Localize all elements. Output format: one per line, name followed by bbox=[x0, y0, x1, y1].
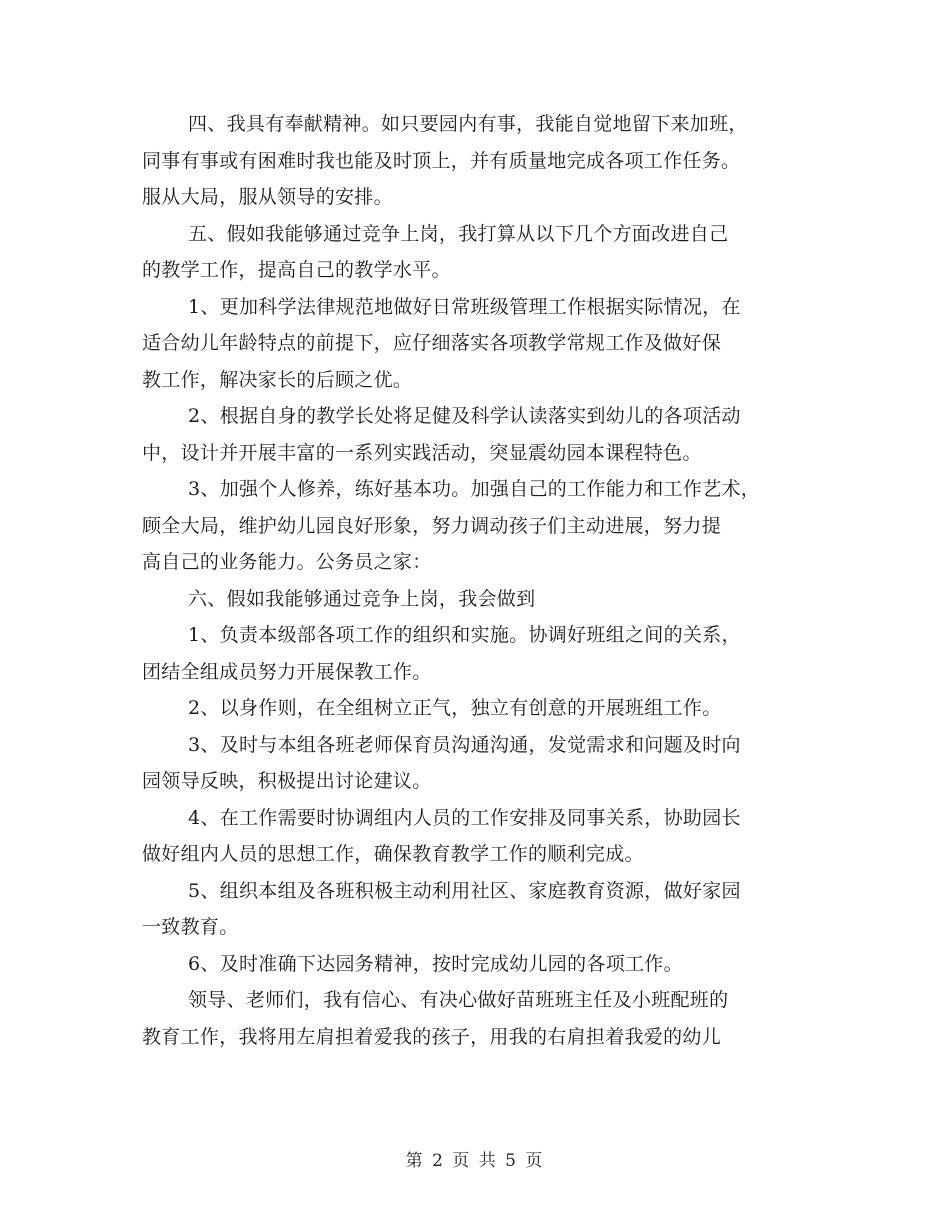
text-line: 六、假如我能够通过竞争上岗，我会做到 bbox=[188, 587, 536, 610]
text-line: 1、负责本级部各项工作的组织和实施。协调好班组之间的关系， bbox=[188, 624, 741, 646]
text-line: 园领导反映，积极提出讨论建议。 bbox=[142, 770, 432, 792]
text-line: 顾全大局，维护幼儿园良好形象，努力调动孩子们主动进展，努力提 bbox=[142, 514, 722, 537]
text-line: 同事有事或有困难时我也能及时顶上，并有质量地完成各项工作任务。 bbox=[142, 149, 741, 172]
document-body bbox=[142, 106, 822, 1055]
text-line: 团结全组成员努力开展保教工作。 bbox=[142, 660, 432, 683]
page-footer: 第 2 页 共 5 页 bbox=[405, 1151, 545, 1171]
text-line: 2、根据自身的教学长处将足健及科学认读落实到幼儿的各项活动 bbox=[188, 405, 741, 427]
text-line: 3、及时与本组各班老师保育员沟通沟通，发觉需求和问题及时向 bbox=[188, 733, 741, 756]
text-line: 四、我具有奉献精神。如只要园内有事，我能自觉地留下来加班， bbox=[188, 113, 748, 135]
text-line: 中，设计并开展丰富的一系列实践活动，突显震幼园本课程特色。 bbox=[142, 441, 702, 464]
text-line: 的教学工作，提高自己的教学水平。 bbox=[142, 259, 451, 281]
text-line: 做好组内人员的思想工作，确保教育教学工作的顺利完成。 bbox=[142, 843, 644, 865]
text-line: 2、以身作则，在全组树立正气，独立有创意的开展班组工作。 bbox=[188, 697, 722, 719]
text-line: 适合幼儿年龄特点的前提下，应仔细落实各项教学常规工作及做好保 bbox=[142, 332, 722, 354]
text-line: 3、加强个人修养，练好基本功。加强自己的工作能力和工作艺术， bbox=[188, 478, 761, 500]
text-line: 一致教育。 bbox=[142, 916, 239, 938]
text-line: 1、更加科学法律规范地做好日常班级管理工作根据实际情况，在 bbox=[188, 295, 741, 318]
text-line: 教育工作，我将用左肩担着爱我的孩子，用我的右肩担着我爱的幼儿 bbox=[142, 1025, 722, 1048]
text-line: 高自己的业务能力。公务员之家： bbox=[142, 551, 432, 573]
text-line: 领导、老师们，我有信心、有决心做好苗班班主任及小班配班的 bbox=[188, 989, 729, 1011]
text-line: 5、组织本组及各班积极主动利用社区、家庭教育资源，做好家园 bbox=[188, 879, 741, 902]
text-line: 五、假如我能够通过竞争上岗，我打算从以下几个方面改进自己 bbox=[188, 222, 729, 245]
text-line: 4、在工作需要时协调组内人员的工作安排及同事关系，协助园长 bbox=[188, 806, 741, 829]
text-line: 6、及时准确下达园务精神，按时完成幼儿园的各项工作。 bbox=[188, 952, 683, 975]
text-line: 教工作，解决家长的后顾之优。 bbox=[142, 368, 413, 391]
text-line: 服从大局，服从领导的安排。 bbox=[142, 186, 393, 208]
